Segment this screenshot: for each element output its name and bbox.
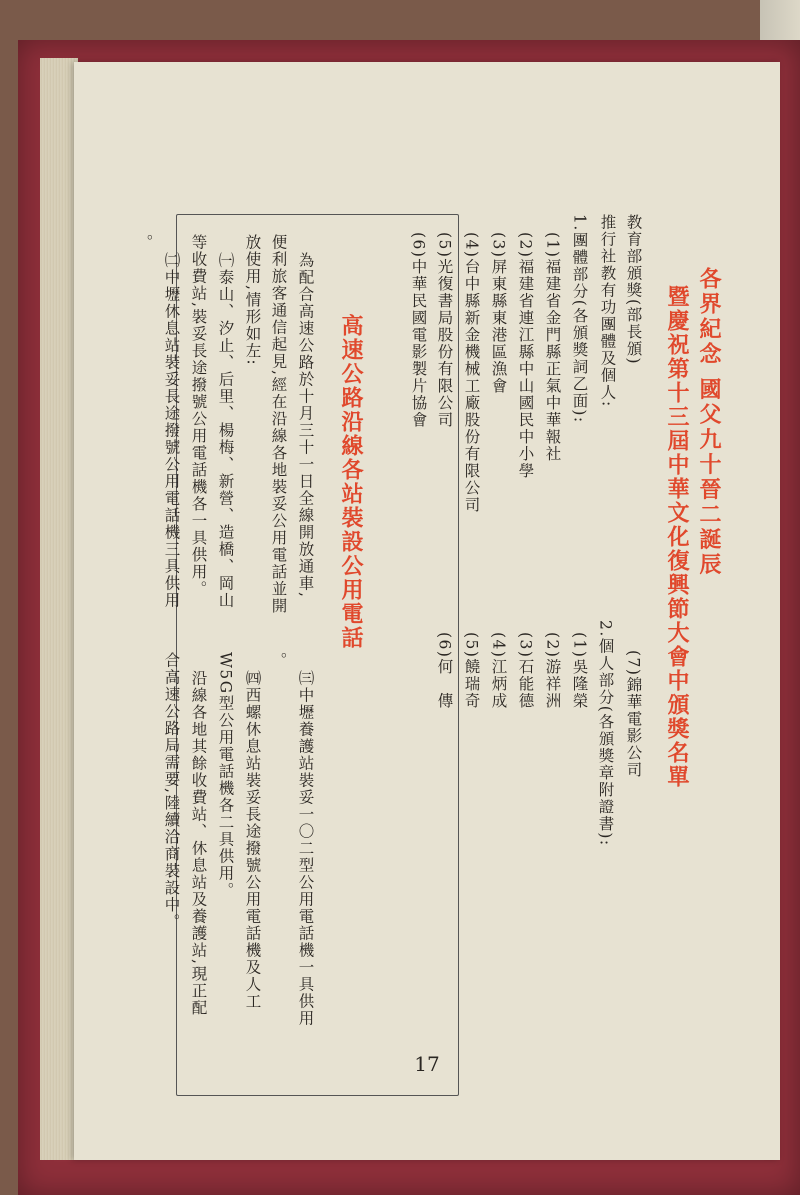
article1-line: (3)屏東縣東港區漁會 [489, 232, 508, 395]
article1-line: (5)饒瑞奇 [462, 632, 481, 710]
article2-line: 便利旅客通信起見,經在沿線各地裝妥公用電話並開 [269, 234, 288, 615]
article1-line: (2)福建省連江縣中山國民中小學 [516, 232, 535, 480]
article1-line: (6)中華民國電影製片協會 [409, 232, 428, 429]
article2-line: 合高速公路局需要,陸續洽商裝設中。 [162, 652, 181, 931]
article1-line: 推行社教有功團體及個人: [598, 214, 617, 408]
article2-line: 。 [135, 234, 154, 251]
article1-line: 2.個人部分(各頒獎章附證書): [596, 620, 615, 847]
page-number: 17 [414, 1052, 440, 1076]
article1-title-line2: 暨慶祝第十三屆中華文化復興節大會中頒獎名單 [664, 285, 690, 789]
article1-line: (5)光復書局股份有限公司 [435, 232, 454, 429]
article1-line: (1)福建省金門縣正氣中華報社 [543, 232, 562, 463]
article2-title: 高速公路沿線各站裝設公用電話 [338, 314, 364, 650]
article1-line: (6)何 傳 [435, 632, 454, 710]
document-page [74, 62, 780, 1160]
article2-line: 放使用,情形如左: [243, 234, 262, 367]
article1-line: 教育部頒獎(部長頒) [624, 214, 643, 366]
article2-line: 為配合高速公路於十月三十一日全線開放通車, [296, 252, 315, 599]
article1-line: 1.團體部分(各頒獎詞乙面): [570, 214, 589, 424]
article2-line: 等收費站,裝妥長途撥號公用電話機各一具供用。 [189, 234, 208, 598]
article2-line: 沿線各地其餘收費站、休息站及養護站,現正配 [189, 670, 208, 1017]
article1-line: (1)吳隆榮 [570, 632, 589, 710]
article1-line: (3)石能德 [516, 632, 535, 710]
article2-line: ㈠泰山、汐止、后里、楊梅、新營、造橋、岡山 [216, 252, 235, 609]
article2-line: W5G型公用電話機各二具供用。 [216, 652, 235, 899]
article2-line: ㈣西螺休息站裝妥長途撥號公用電話機及人工 [243, 670, 262, 1010]
article1-line: (2)游祥洲 [543, 632, 562, 710]
article1-title-line1: 各界紀念 國父九十晉二誕辰 [696, 267, 722, 578]
article2-line: ㈡中壢休息站裝妥長途撥號公用電話機三具供用 [162, 252, 181, 609]
article1-line: (4)江炳成 [489, 632, 508, 710]
page-edges [40, 58, 78, 1160]
article1-line: (7)錦華電影公司 [624, 650, 643, 779]
article1-line: (4)台中縣新金機械工廠股份有限公司 [462, 232, 481, 514]
article2-line: ㈢中壢養護站裝妥一〇二型公用電話機一具供用 [296, 670, 315, 1027]
article2-line: 。 [269, 652, 288, 669]
